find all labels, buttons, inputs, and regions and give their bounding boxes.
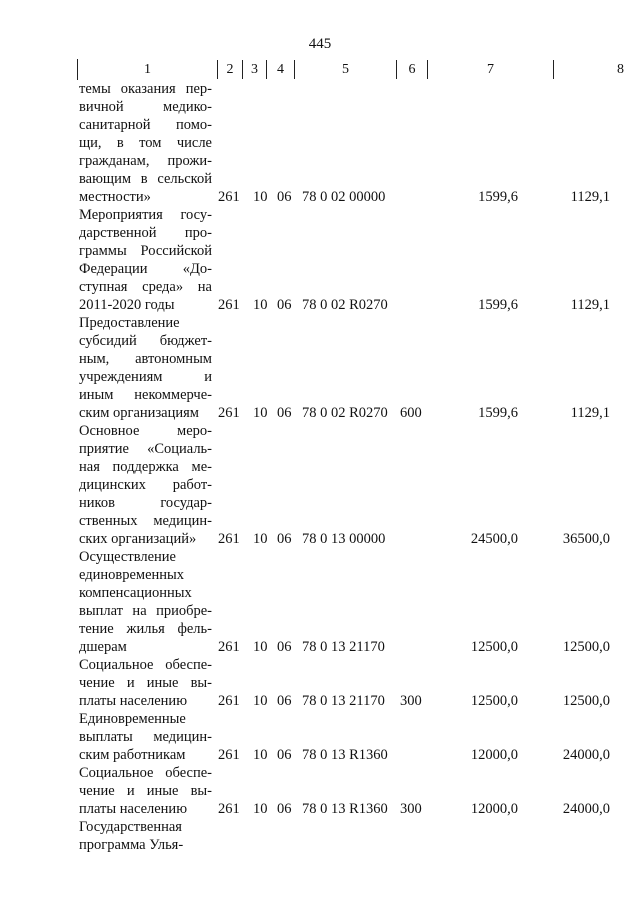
col-2-value: 261 [218, 531, 240, 547]
col-2-value: 261 [218, 801, 240, 817]
description-line: учреждениям и [79, 369, 212, 385]
header-col-2: 2 [218, 60, 243, 79]
col-2-value: 261 [218, 693, 240, 709]
col-4-value: 06 [277, 693, 292, 709]
description-line: компенсационных [79, 585, 192, 601]
col-4-value: 06 [277, 747, 292, 763]
description-line: ским работникам [79, 747, 186, 763]
description-line: Федерации «До- [79, 261, 212, 277]
description-line: чение и иные вы- [79, 783, 212, 799]
description-line: Социальное обеспе- [79, 765, 212, 781]
col-3-value: 10 [253, 189, 268, 205]
header-col-5: 5 [295, 60, 397, 79]
col-4-value: 06 [277, 639, 292, 655]
col-4-value: 06 [277, 531, 292, 547]
col-4-value: 06 [277, 189, 292, 205]
description-line: чение и иные вы- [79, 675, 212, 691]
description-line: ственных медицин- [79, 513, 212, 529]
description-line: ступная среда» на [79, 279, 212, 295]
description-line: санитарной помо- [79, 117, 212, 133]
description-line: темы оказания пер- [79, 81, 212, 97]
row-description [79, 80, 212, 206]
description-line: Предоставление [79, 315, 180, 331]
table-header [77, 59, 624, 80]
description-line: дицинских работ- [79, 477, 212, 493]
description-line: ских организаций» [79, 531, 197, 547]
col-8-value: 12500,0 [562, 639, 610, 655]
col-5-value: 78 0 13 21170 [302, 693, 385, 709]
col-3-value: 10 [253, 639, 268, 655]
description-line: платы населению [79, 801, 188, 817]
description-line: платы населению [79, 693, 188, 709]
header-col-7: 7 [428, 60, 554, 79]
col-5-value: 78 0 02 R0270 [302, 297, 388, 313]
col-7-value: 12000,0 [470, 801, 518, 817]
col-7-value: 1599,6 [478, 189, 518, 205]
description-line: 2011-2020 годы [79, 297, 175, 313]
page-number: 445 [308, 36, 332, 52]
col-2-value: 261 [218, 405, 240, 421]
col-5-value: 78 0 13 21170 [302, 639, 385, 655]
description-line: иным некоммерче- [79, 387, 212, 403]
col-7-value: 12500,0 [470, 693, 518, 709]
description-line: Государственная [79, 819, 182, 835]
col-3-value: 10 [253, 693, 268, 709]
col-4-value: 06 [277, 297, 292, 313]
header-col-1: 1 [78, 60, 218, 79]
col-5-value: 78 0 13 R1360 [302, 747, 388, 763]
header-col-3: 3 [243, 60, 267, 79]
row-description [79, 818, 212, 854]
description-line: тение жилья фель- [79, 621, 212, 637]
description-line: вичной медико- [79, 99, 212, 115]
col-8-value: 1129,1 [570, 189, 610, 205]
description-line: ная поддержка ме- [79, 459, 212, 475]
description-line: дарственной про- [79, 225, 212, 241]
col-5-value: 78 0 13 00000 [302, 531, 386, 547]
row-description [79, 314, 212, 422]
col-5-value: 78 0 02 00000 [302, 189, 386, 205]
description-line: местности» [79, 189, 151, 205]
description-line: вающим в сельской [79, 171, 212, 187]
description-line: Основное меро- [79, 423, 212, 439]
description-line: ским организациям [79, 405, 199, 421]
col-4-value: 06 [277, 405, 292, 421]
col-2-value: 261 [218, 189, 240, 205]
description-line: гражданам, прожи- [79, 153, 212, 169]
col-7-value: 1599,6 [478, 405, 518, 421]
row-description [79, 764, 212, 818]
col-7-value: 12000,0 [470, 747, 518, 763]
row-description [79, 656, 212, 710]
col-3-value: 10 [253, 801, 268, 817]
description-line: дшерам [79, 639, 127, 655]
description-line: ников государ- [79, 495, 212, 511]
description-line: ным, автономным [79, 351, 212, 367]
col-2-value: 261 [218, 639, 240, 655]
col-8-value: 1129,1 [570, 405, 610, 421]
description-line: единовременных [79, 567, 185, 583]
col-5-value: 78 0 02 R0270 [302, 405, 388, 421]
col-8-value: 24000,0 [562, 801, 610, 817]
header-col-8: 8 [554, 60, 640, 79]
col-6-value: 600 [400, 405, 422, 421]
description-line: выплат на приобре- [79, 603, 212, 619]
col-3-value: 10 [253, 297, 268, 313]
col-5-value: 78 0 13 R1360 [302, 801, 388, 817]
description-line: приятие «Социаль- [79, 441, 212, 457]
col-8-value: 12500,0 [562, 693, 610, 709]
col-4-value: 06 [277, 801, 292, 817]
description-line: выплаты медицин- [79, 729, 212, 745]
col-3-value: 10 [253, 405, 268, 421]
description-line: Единовременные [79, 711, 186, 727]
col-8-value: 1129,1 [570, 297, 610, 313]
row-description [79, 548, 212, 656]
col-2-value: 261 [218, 297, 240, 313]
col-7-value: 12500,0 [470, 639, 518, 655]
col-6-value: 300 [400, 693, 422, 709]
col-3-value: 10 [253, 531, 268, 547]
col-2-value: 261 [218, 747, 240, 763]
col-7-value: 1599,6 [478, 297, 518, 313]
header-col-6: 6 [397, 60, 428, 79]
description-line: Социальное обеспе- [79, 657, 212, 673]
row-description [79, 422, 212, 548]
description-line: щи, в том числе [79, 135, 212, 151]
col-3-value: 10 [253, 747, 268, 763]
col-6-value: 300 [400, 801, 422, 817]
description-line: субсидий бюджет- [79, 333, 212, 349]
header-col-4: 4 [267, 60, 295, 79]
description-line: Мероприятия госу- [79, 207, 212, 223]
row-description [79, 710, 212, 764]
description-line: Осуществление [79, 549, 176, 565]
description-line: граммы Российской [79, 243, 212, 259]
col-8-value: 24000,0 [562, 747, 610, 763]
description-line: программа Улья- [79, 837, 184, 853]
col-8-value: 36500,0 [562, 531, 610, 547]
row-description [79, 206, 212, 314]
col-7-value: 24500,0 [470, 531, 518, 547]
